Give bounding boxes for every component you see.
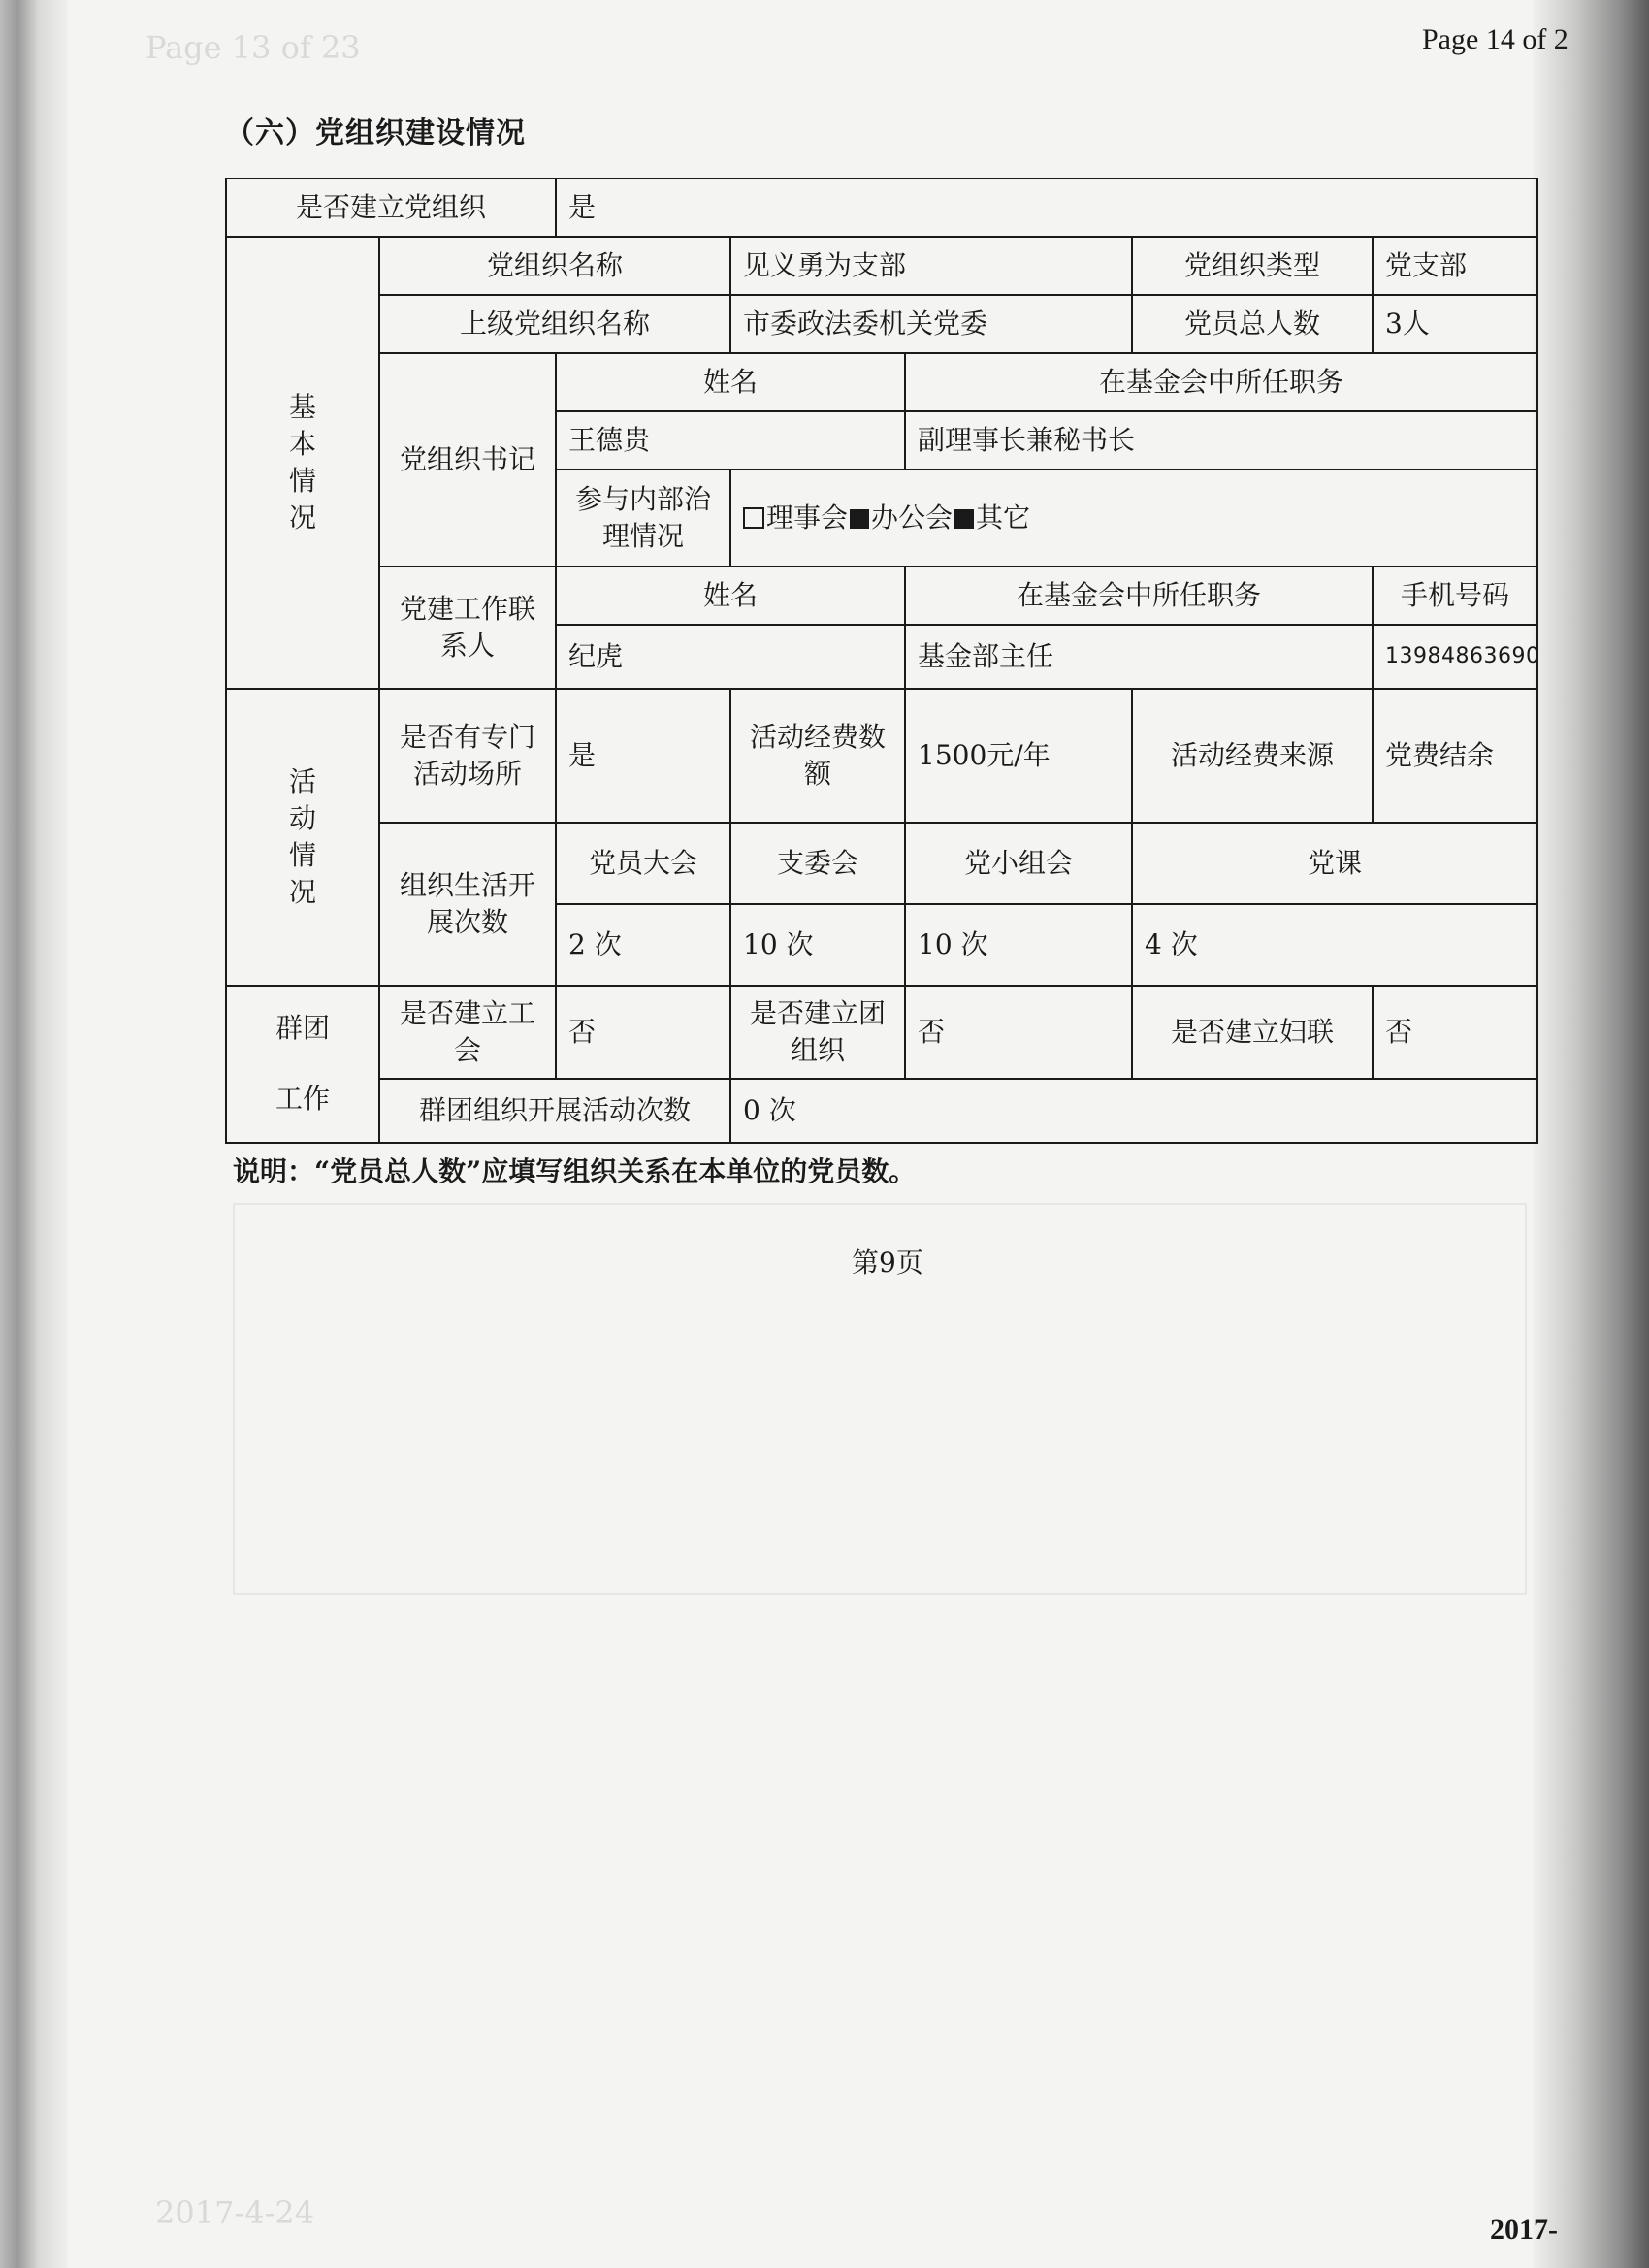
table-row	[226, 567, 1537, 625]
scan-right-edge	[1533, 0, 1649, 2268]
funds-label: 活动经费数额	[730, 689, 905, 823]
contact-position-header: 在基金会中所任职务	[905, 567, 1373, 625]
parent-org-value: 市委政法委机关党委	[730, 295, 1132, 353]
meeting-header-committee: 支委会	[730, 823, 905, 904]
page-header: Page 14 of 2	[1422, 23, 1568, 55]
mass-group-label: 群团 工作	[226, 986, 379, 1143]
table-row	[226, 823, 1537, 904]
meeting-header-general: 党员大会	[556, 823, 730, 904]
mass-activity-label: 群团组织开展活动次数	[379, 1079, 730, 1143]
youth-label: 是否建立团组织	[730, 986, 905, 1079]
funds-source-value: 党费结余	[1373, 689, 1537, 823]
governance-options	[730, 470, 1537, 567]
bleed-through-date: 2017-4-24	[155, 2194, 315, 2231]
table-row	[226, 295, 1537, 353]
established-value: 是	[556, 178, 1537, 237]
checkbox-empty-icon	[743, 507, 764, 529]
page-number: 第9页	[852, 1247, 923, 1279]
youth-value: 否	[905, 986, 1132, 1079]
established-label: 是否建立党组织	[226, 178, 556, 237]
phone-header: 手机号码	[1373, 567, 1537, 625]
table-row	[226, 178, 1537, 237]
meeting-count-general: 2 次	[556, 904, 730, 986]
scan-left-edge	[0, 0, 68, 2268]
funds-source-label: 活动经费来源	[1132, 689, 1373, 823]
governance-option-board: 理事会	[766, 502, 849, 535]
table-row	[226, 689, 1537, 823]
meeting-header-lecture: 党课	[1132, 823, 1537, 904]
date-stamp: 2017-	[1490, 2214, 1558, 2246]
mass-activity-value: 0 次	[730, 1079, 1537, 1143]
table-row	[226, 353, 1537, 411]
women-label: 是否建立妇联	[1132, 986, 1373, 1079]
org-name-label: 党组织名称	[379, 237, 730, 295]
venue-value: 是	[556, 689, 730, 823]
party-org-table	[225, 178, 1538, 1144]
governance-label: 参与内部治理情况	[556, 470, 730, 567]
union-value: 否	[556, 986, 730, 1079]
contact-name: 纪虎	[556, 625, 905, 689]
funds-value: 1500元/年	[905, 689, 1132, 823]
secretary-name: 王德贵	[556, 411, 905, 470]
secretary-position: 副理事长兼秘书长	[905, 411, 1537, 470]
activity-group-label: 活 动 情 况	[226, 689, 379, 986]
contact-phone: 13984863690	[1373, 625, 1537, 689]
footnote: 说明：“党员总人数”应填写组织关系在本单位的党员数。	[233, 1155, 917, 1187]
section-title: （六）党组织建设情况	[225, 116, 526, 150]
contact-name-header: 姓名	[556, 567, 905, 625]
basic-group-label: 基 本 情 况	[226, 237, 379, 689]
table-row	[226, 237, 1537, 295]
table-row	[226, 1079, 1537, 1143]
secretary-label: 党组织书记	[379, 353, 556, 567]
secretary-name-header: 姓名	[556, 353, 905, 411]
checkbox-filled-icon	[954, 509, 974, 529]
meeting-count-lecture: 4 次	[1132, 904, 1537, 986]
meeting-header-group: 党小组会	[905, 823, 1132, 904]
org-type-value: 党支部	[1373, 237, 1537, 295]
parent-org-label: 上级党组织名称	[379, 295, 730, 353]
governance-option-other: 其它	[976, 502, 1031, 535]
union-label: 是否建立工会	[379, 986, 556, 1079]
women-value: 否	[1373, 986, 1537, 1079]
org-type-label: 党组织类型	[1132, 237, 1373, 295]
org-life-label: 组织生活开展次数	[379, 823, 556, 986]
members-label: 党员总人数	[1132, 295, 1373, 353]
contact-label: 党建工作联系人	[379, 567, 556, 689]
meeting-count-committee: 10 次	[730, 904, 905, 986]
governance-option-office: 办公会	[871, 502, 954, 535]
table-row	[226, 986, 1537, 1079]
org-name-value: 见义勇为支部	[730, 237, 1132, 295]
meeting-count-group: 10 次	[905, 904, 1132, 986]
venue-label: 是否有专门活动场所	[379, 689, 556, 823]
bleed-through-header: Page 13 of 23	[146, 29, 361, 66]
secretary-position-header: 在基金会中所任职务	[905, 353, 1537, 411]
contact-position: 基金部主任	[905, 625, 1373, 689]
members-value: 3人	[1373, 295, 1537, 353]
checkbox-filled-icon	[850, 509, 869, 529]
